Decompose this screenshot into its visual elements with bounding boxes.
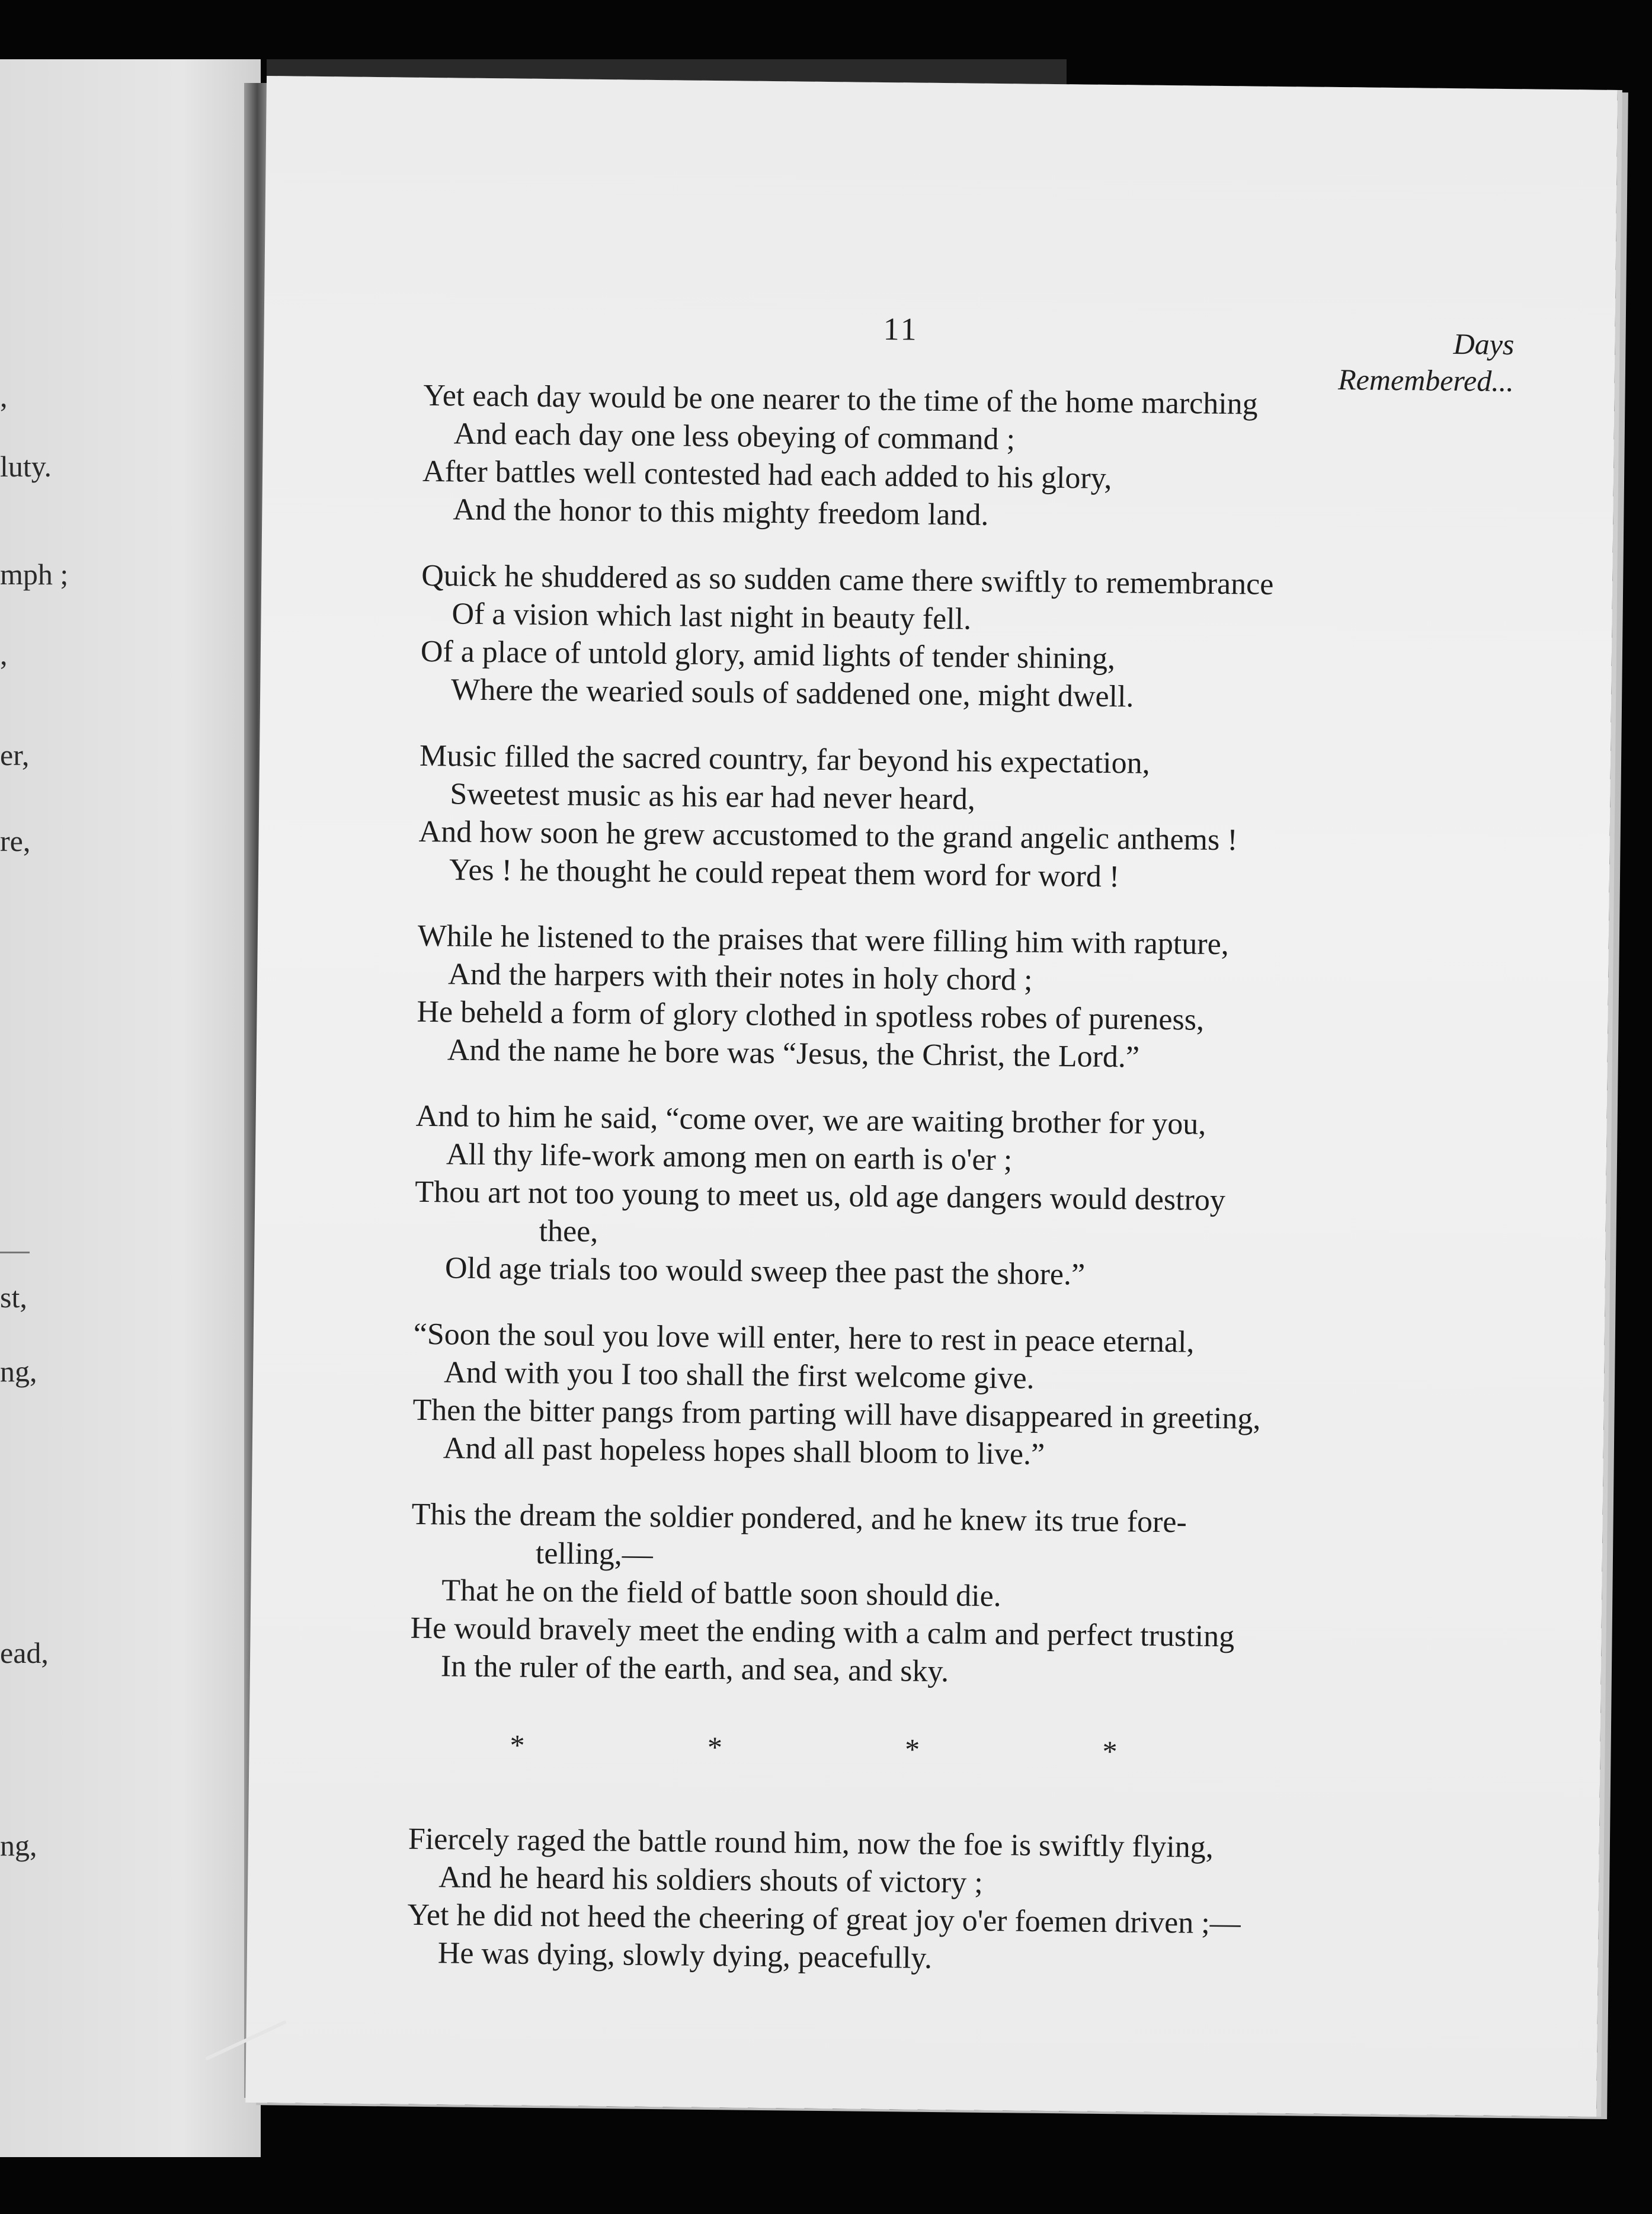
final-stanza (247, 1819, 1600, 1985)
stanza (254, 1096, 1607, 1300)
poem-line: Where the wearied souls of saddened one, might dwell. (450, 673, 1134, 714)
poem-line: And how soon he grew accustomed to the grand angelic anthems ! (418, 814, 1238, 858)
separator-asterisk: * (510, 1728, 525, 1762)
stanza (250, 1494, 1603, 1698)
poem-line: “Soon the soul you love will enter, here to rest in peace eternal, (413, 1317, 1195, 1359)
poem-line: Sweetest music as his ear had never heard, (450, 777, 976, 817)
poem-line: telling,— (535, 1536, 654, 1572)
poem-line: He beheld a form of glory clothed in spotless robes of pureness, (417, 994, 1205, 1037)
poem-line: thee, (539, 1214, 598, 1249)
stanza (260, 555, 1613, 721)
poem-line: He was dying, slowly dying, peacefully. (437, 1936, 933, 1975)
stanza (257, 916, 1609, 1082)
stanza (252, 1314, 1605, 1480)
poem-stanzas (250, 375, 1615, 1698)
poem-line: And he heard his soldiers shouts of victory ; (438, 1860, 984, 1900)
facing-page-fragment: ng, (0, 1829, 37, 1862)
facing-page-fragment: mph ; (0, 558, 69, 591)
poem-line: Yet each day would be one nearer to the time of the home marching (423, 378, 1259, 421)
section-separator (510, 1728, 1118, 1769)
facing-page-fragment: ead, (0, 1636, 49, 1669)
poem (246, 375, 1615, 2013)
poem-line: Quick he shuddered as so sudden came there swiftly to remembrance (421, 558, 1274, 602)
poem-line: And the name he bore was “Jesus, the Christ, the Lord.” (447, 1033, 1140, 1074)
poem-line: In the ruler of the earth, and sea, and sky. (440, 1649, 949, 1689)
poem-line: Thou art not too young to meet us, old age dangers would destroy (415, 1175, 1226, 1218)
facing-page-rule (0, 1252, 30, 1253)
stanza (262, 375, 1615, 541)
facing-page-fragment: luty. (0, 450, 52, 483)
stanza (258, 735, 1611, 901)
poem-line: Fiercely raged the battle round him, now the foe is swiftly flying, (408, 1822, 1214, 1864)
facing-page-fragment: er, (0, 738, 30, 772)
separator-asterisk: * (707, 1730, 723, 1764)
poem-line: While he listened to the praises that were filling him with rapture, (417, 919, 1230, 962)
poem-line: That he on the field of battle soon should die. (441, 1573, 1002, 1614)
facing-page-fragment: ng, (0, 1355, 37, 1388)
separator-asterisk: * (1102, 1734, 1118, 1768)
page-number: 11 (883, 311, 919, 347)
poem-line: And with you I too shall the first welcome give. (443, 1355, 1035, 1396)
running-head-line: Remembered... (1337, 363, 1515, 398)
poem-line: After battles well contested had each added to his glory, (422, 454, 1112, 496)
poem-line: Then the bitter pangs from parting will have disappeared in greeting, (412, 1393, 1261, 1436)
facing-page (0, 59, 261, 2157)
stanza (247, 1819, 1600, 1985)
poem-line: Yes ! he thought he could repeat them word for word ! (449, 853, 1120, 894)
poem-line: Of a place of untold glory, amid lights of tender shining, (420, 634, 1116, 676)
poem-line: Of a vision which last night in beauty fell. (452, 597, 972, 636)
facing-page-fragment: re, (0, 824, 31, 858)
poem-line: And to him he said, “come over, we are waiting brother for you, (415, 1099, 1206, 1141)
poem-line: All thy life-work among men on earth is o'er ; (446, 1137, 1013, 1178)
facing-page-fragment: , (0, 638, 8, 671)
facing-page-fragment: st, (0, 1281, 27, 1314)
facing-page-fragment: , (0, 380, 8, 413)
poem-line: This the dream the soldier pondered, and he knew its true fore- (411, 1497, 1187, 1540)
poem-line: Music filled the sacred country, far beyond his expectation, (419, 738, 1150, 780)
poem-line: And all past hopeless hopes shall bloom to live.” (443, 1431, 1045, 1471)
book-page (245, 76, 1618, 2117)
running-head-line: Days (1453, 327, 1515, 361)
poem-line: Old age trials too would sweep thee past the shore.” (444, 1251, 1086, 1292)
poem-line: And the honor to this mighty freedom land. (453, 492, 989, 532)
poem-line: Yet he did not heed the cheering of great joy o'er foemen driven ;— (407, 1898, 1241, 1941)
separator-asterisk: * (904, 1732, 920, 1766)
poem-line: He would bravely meet the ending with a calm and perfect trusting (410, 1611, 1235, 1654)
poem-line: And the harpers with their notes in holy chord ; (447, 957, 1033, 997)
poem-line: And each day one less obeying of command ; (453, 417, 1016, 457)
